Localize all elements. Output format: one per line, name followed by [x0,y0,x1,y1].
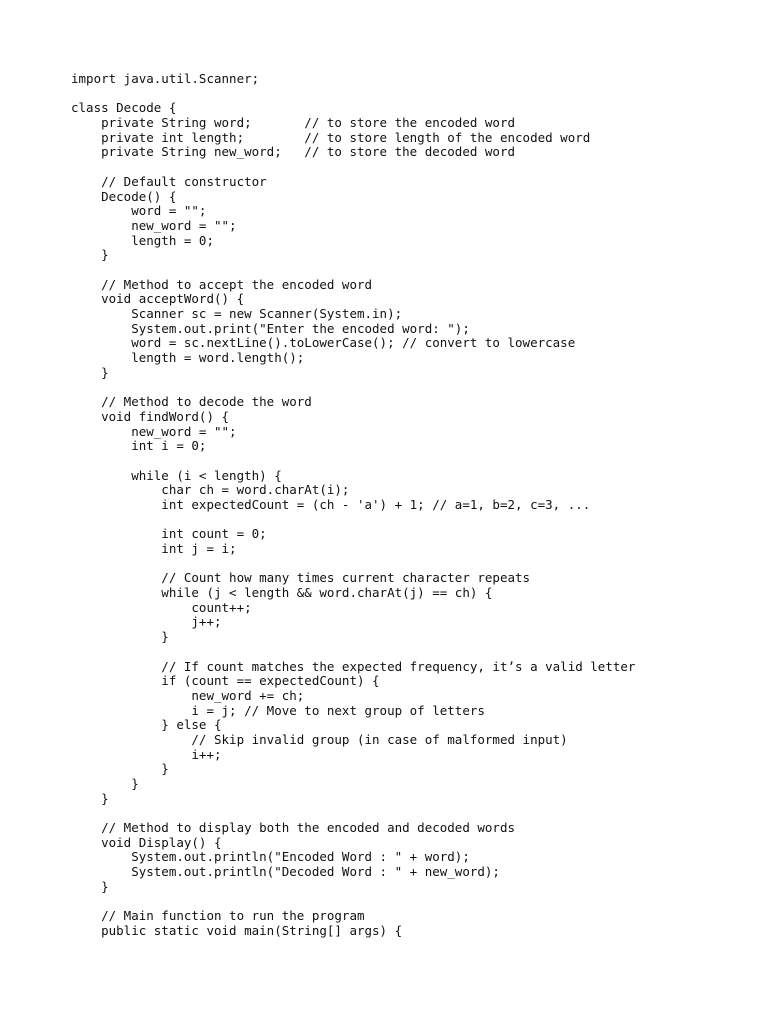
code-line [71,380,635,395]
code-line: int j = i; [71,541,237,556]
code-line: int expectedCount = (ch - 'a') + 1; // a=1, b=2, c=3, ... [71,496,591,512]
code-line: j++; [71,614,222,630]
code-line [71,806,635,821]
code-line: // Skip invalid group (in case of malformed input) [71,731,568,747]
code-line: // Main function to run the program [71,908,365,924]
code-line: } [71,364,109,380]
code-line [71,895,635,910]
code-line: i++; [71,746,222,762]
code-line: char ch = word.charAt(i); [71,482,350,498]
code-line: length = word.length(); [71,350,305,366]
code-line: word = sc.nextLine().toLowerCase(); // convert to lowercase [71,335,576,351]
code-line: System.out.println("Encoded Word : " + word); [71,849,470,865]
code-line: import java.util.Scanner; [71,71,260,86]
code-line: while (j < length && word.charAt(j) == ch) { [71,585,493,601]
code-line [71,160,635,175]
code-line: new_word = ""; [71,217,237,233]
code-line: new_word = ""; [71,423,237,439]
code-line: System.out.print("Enter the encoded word: "); [71,320,470,336]
code-line: } [71,247,109,263]
code-line: // If count matches the expected frequency, it’s a valid letter [71,658,636,674]
code-line: void acceptWord() { [71,291,245,307]
code-line: if (count == expectedCount) { [71,673,380,689]
code-line: // Count how many times current character repeats [71,570,531,586]
code-line: i = j; // Move to next group of letters [71,702,485,718]
code-line [71,645,635,660]
code-line: int count = 0; [71,526,267,542]
code-line: private String new_word; // to store the decoded word [71,144,516,160]
code-line: // Method to decode the word [71,394,312,410]
code-line: } [71,629,169,645]
code-line [71,513,635,528]
code-line: } [71,878,109,894]
code-line: public static void main(String[] args) { [71,922,403,938]
code-line: class Decode { [71,100,177,116]
code-line: int i = 0; [71,438,207,454]
code-line: } else { [71,717,222,733]
code-line: word = ""; [71,203,207,219]
code-line: } [71,790,109,806]
code-line: // Method to accept the encoded word [71,276,373,292]
code-line [71,454,635,469]
code-line: void Display() { [71,834,222,850]
code-line: new_word += ch; [71,687,305,703]
code-line: Scanner sc = new Scanner(System.in); [71,306,403,321]
code-line: } [71,776,139,791]
code-line [71,87,635,102]
code-line [71,557,635,572]
code-line [71,263,635,278]
code-line: length = 0; [71,232,214,248]
code-line: count++; [71,599,252,615]
code-line: // Method to display both the encoded and decoded words [71,820,516,836]
code-line: private int length; // to store length of the encoded word [71,129,591,145]
code-line: // Default constructor [71,173,267,189]
code-line: private String word; // to store the encoded word [71,115,516,131]
code-line: System.out.println("Decoded Word : " + new_word); [71,864,500,880]
code-line: while (i < length) { [71,467,282,483]
code-line: } [71,761,169,777]
code-line: void findWord() { [71,408,230,424]
code-line: Decode() { [71,188,177,204]
code-block [71,72,635,939]
